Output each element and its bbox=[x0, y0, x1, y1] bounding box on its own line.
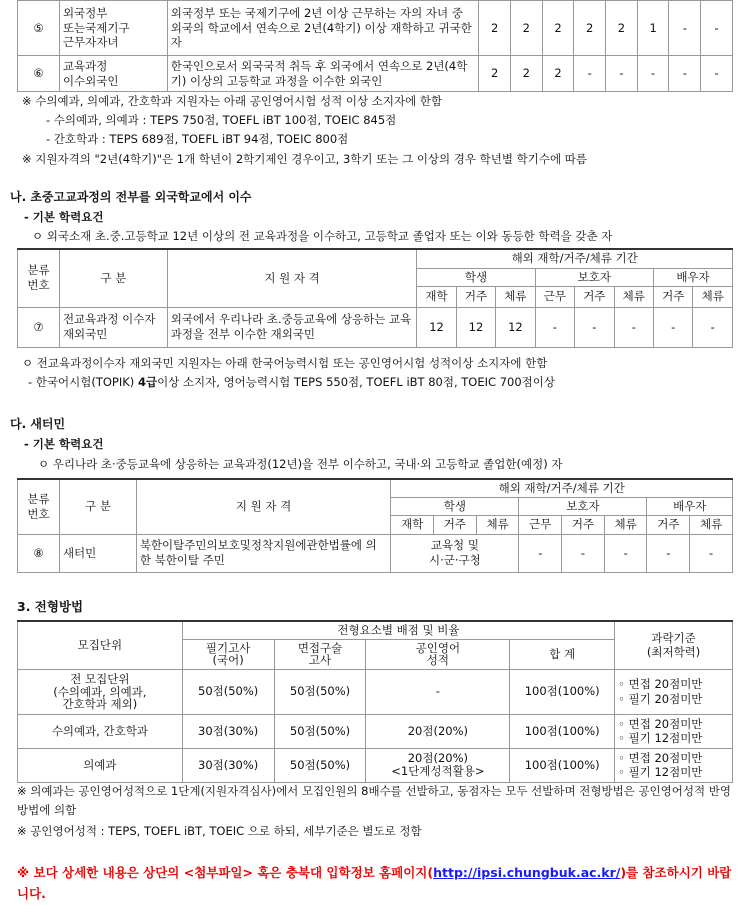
table-row bbox=[18, 714, 733, 748]
table-qualification-continued bbox=[17, 0, 733, 92]
category-cell: 새터민 bbox=[59, 534, 136, 572]
value-cell: - bbox=[519, 534, 562, 572]
section-subtitle-da: - 기본 학력요건 bbox=[24, 437, 104, 451]
qualification-cell: 외국에서 우리나라 초.중등교육에 상응하는 교육과정을 전부 이수한 재외국민 bbox=[167, 307, 417, 347]
value-cell: 2 bbox=[479, 56, 511, 92]
value-cell: - bbox=[575, 307, 614, 347]
header-cell: 거주 bbox=[647, 515, 690, 534]
value-cell: 2 bbox=[510, 1, 542, 56]
row-number: ⑧ bbox=[18, 534, 60, 572]
value-cell: - bbox=[574, 56, 606, 92]
header-cell: 체류 bbox=[496, 286, 535, 307]
unit-cell: 의예과 bbox=[18, 748, 183, 782]
note-english-tests: ※ 공인영어성적 : TEPS, TOEFL iBT, TOEIC 으로 하되, 세부기준은 별도로 정함 bbox=[17, 824, 422, 838]
qualification-cell: 한국인으로서 외국국적 취득 후 외국에서 연속으로 2년(4학기) 이상의 고등학교 과정을 이수한 외국인 bbox=[167, 56, 478, 92]
note-semester-rule: ※ 지원자격의 "2년(4학기)"은 1개 학년이 2학기제인 경우이고, 3학기 또는 그 이상의 경우 학년별 학기수에 따름 bbox=[22, 152, 587, 166]
period-cell: 교육청 및 시·군·구청 bbox=[391, 534, 519, 572]
value-cell: 2 bbox=[542, 56, 574, 92]
section-title-na: 나. 초중고교과정의 전부를 외국학교에서 이수 bbox=[10, 190, 252, 204]
header-cell: 거주 bbox=[575, 286, 614, 307]
header-ratio: 전형요소별 배점 및 비율 bbox=[182, 621, 614, 639]
value-cell: 20점(20%) bbox=[366, 714, 510, 748]
value-cell: - bbox=[614, 307, 653, 347]
value-cell: - bbox=[562, 534, 605, 572]
value-cell: - bbox=[693, 307, 733, 347]
category-cell: 전교육과정 이수자 재외국민 bbox=[59, 307, 167, 347]
homepage-link[interactable]: http://ipsi.chungbuk.ac.kr/ bbox=[433, 865, 621, 880]
value-cell: - bbox=[604, 534, 647, 572]
row-number: ⑦ bbox=[18, 307, 60, 347]
unit-cell: 전 모집단위 (수의예과, 의예과, 간호학과 제외) bbox=[18, 669, 183, 714]
header-no: 분류 번호 bbox=[18, 249, 60, 307]
table-row bbox=[18, 748, 733, 782]
value-cell: 50점(50%) bbox=[274, 714, 366, 748]
header-period: 해외 재학/거주/체류 기간 bbox=[391, 479, 733, 497]
header-cell: 면접구술 고사 bbox=[274, 639, 366, 669]
value-cell: 100점(100%) bbox=[510, 714, 615, 748]
header-guardian: 보호자 bbox=[535, 268, 653, 286]
header-qualification: 지 원 자 격 bbox=[136, 479, 391, 534]
header-student: 학생 bbox=[391, 497, 519, 515]
value-cell: 30점(30%) bbox=[182, 714, 274, 748]
header-cell: 거주 bbox=[654, 286, 693, 307]
value-cell: - bbox=[669, 56, 701, 92]
table-full-curriculum bbox=[17, 248, 733, 348]
header-student: 학생 bbox=[417, 268, 535, 286]
table-row bbox=[18, 307, 733, 347]
unit-cell: 수의예과, 간호학과 bbox=[18, 714, 183, 748]
header-cell: 근무 bbox=[535, 286, 574, 307]
header-guardian: 보호자 bbox=[519, 497, 647, 515]
header-cell: 체류 bbox=[614, 286, 653, 307]
value-cell: - bbox=[637, 56, 669, 92]
fail-cell: ◦ 면접 20점미만 ◦ 필기 12점미만 bbox=[615, 714, 733, 748]
category-cell: 외국정부 또는국제기구 근무자자녀 bbox=[59, 1, 167, 56]
header-cell: 체류 bbox=[604, 515, 647, 534]
value-cell: 50점(50%) bbox=[274, 669, 366, 714]
value-cell: 30점(30%) bbox=[182, 748, 274, 782]
table-row bbox=[18, 534, 733, 572]
value-cell: 100점(100%) bbox=[510, 748, 615, 782]
header-cell: 거주 bbox=[562, 515, 605, 534]
value-cell: - bbox=[690, 534, 733, 572]
value-cell: - bbox=[669, 1, 701, 56]
value-cell: 2 bbox=[606, 1, 638, 56]
section-title-3: 3. 전형방법 bbox=[17, 599, 84, 614]
note-topik-scores: - 한국어시험(TOPIK) 4급이상 소지자, 영어능력시험 TEPS 550점, TOEFL iBT 80점, TOEIC 700점이상 bbox=[28, 375, 555, 389]
header-cell: 근무 bbox=[519, 515, 562, 534]
value-cell: - bbox=[701, 56, 733, 92]
section-subtitle-na: - 기본 학력요건 bbox=[24, 210, 104, 224]
note-topik-requirement: ㅇ 전교육과정이수자 재외국민 지원자는 아래 한국어능력시험 또는 공인영어시험 성적이상 소지자에 한함 bbox=[22, 356, 548, 370]
section-title-da: 다. 새터민 bbox=[10, 417, 66, 431]
requirement-na: ㅇ 외국소재 초.중.고등학교 12년 이상의 전 교육과정을 이수하고, 고등학교 졸업자 또는 이와 동등한 학력을 갖춘 자 bbox=[32, 229, 613, 243]
fail-cell: ◦ 면접 20점미만 ◦ 필기 12점미만 bbox=[615, 748, 733, 782]
value-cell: 2 bbox=[542, 1, 574, 56]
table-selection-method bbox=[17, 620, 733, 783]
value-cell: 12 bbox=[417, 307, 456, 347]
value-cell: 2 bbox=[510, 56, 542, 92]
value-cell: 50점(50%) bbox=[274, 748, 366, 782]
note-english-requirement: ※ 수의예과, 의예과, 간호학과 지원자는 아래 공인영어시험 성적 이상 소지자에 한함 bbox=[22, 94, 443, 108]
value-cell: - bbox=[535, 307, 574, 347]
row-number: ⑤ bbox=[18, 1, 60, 56]
qualification-cell: 외국정부 또는 국제기구에 2년 이상 근무하는 자의 자녀 중 외국의 학교에서 연속으로 2년(4학기) 이상 재학하고 귀국한 자 bbox=[167, 1, 478, 56]
header-cell: 합 계 bbox=[510, 639, 615, 669]
header-category: 구 분 bbox=[59, 249, 167, 307]
header-spouse: 배우자 bbox=[654, 268, 733, 286]
table-row bbox=[18, 56, 733, 92]
value-cell: 1 bbox=[637, 1, 669, 56]
header-no: 분류 번호 bbox=[18, 479, 60, 534]
header-cell: 공인영어 성적 bbox=[366, 639, 510, 669]
value-cell: 12 bbox=[496, 307, 535, 347]
value-cell: - bbox=[647, 534, 690, 572]
header-period: 해외 재학/거주/체류 기간 bbox=[417, 249, 733, 268]
value-cell: 50점(50%) bbox=[182, 669, 274, 714]
value-cell: 2 bbox=[574, 1, 606, 56]
table-defector bbox=[17, 478, 733, 573]
footer-notice: ※ 보다 상세한 내용은 상단의 <첨부파일> 혹은 충북대 입학정보 홈페이지(http://ipsi.chungbuk.ac.kr/)를 참조하시기 바랍니다. bbox=[17, 865, 732, 901]
value-cell: - bbox=[366, 669, 510, 714]
header-spouse: 배우자 bbox=[647, 497, 733, 515]
header-cell: 체류 bbox=[476, 515, 519, 534]
header-fail: 과락기준 (최저학력) bbox=[615, 621, 733, 669]
fail-cell: ◦ 면접 20점미만 ◦ 필기 20점미만 bbox=[615, 669, 733, 714]
note-nursing-scores: - 간호학과 : TEPS 689점, TOEFL iBT 94점, TOEIC 800점 bbox=[46, 132, 349, 146]
header-cell: 재학 bbox=[417, 286, 456, 307]
header-unit: 모집단위 bbox=[18, 621, 183, 669]
value-cell: - bbox=[654, 307, 693, 347]
header-cell: 필기고사 (국어) bbox=[182, 639, 274, 669]
note-medical-stage1: ※ 의예과는 공인영어성적으로 1단계(지원자격심사)에서 모집인원의 8배수를 선발하고, 동점자는 모두 선발하며 전형방법은 공인영어성적 반영방법에 의함 bbox=[17, 784, 731, 817]
value-cell: 100점(100%) bbox=[510, 669, 615, 714]
header-cell: 거주 bbox=[456, 286, 495, 307]
value-cell: - bbox=[701, 1, 733, 56]
header-cell: 체류 bbox=[693, 286, 733, 307]
header-qualification: 지 원 자 격 bbox=[167, 249, 417, 307]
value-cell: - bbox=[606, 56, 638, 92]
table-row bbox=[18, 669, 733, 714]
qualification-cell: 북한이탈주민의보호및정착지원에관한법률에 의한 북한이탈 주민 bbox=[136, 534, 391, 572]
value-cell: 2 bbox=[479, 1, 511, 56]
note-vet-med-scores: - 수의예과, 의예과 : TEPS 750점, TOEFL iBT 100점, TOEIC 845점 bbox=[46, 113, 397, 127]
header-cell: 거주 bbox=[434, 515, 477, 534]
requirement-da: ㅇ 우리나라 초·중등교육에 상응하는 교육과정(12년)을 전부 이수하고, 국내·외 고등학교 졸업한(예정) 자 bbox=[38, 457, 563, 471]
header-category: 구 분 bbox=[59, 479, 136, 534]
value-cell: 12 bbox=[456, 307, 495, 347]
value-cell: 20점(20%) <1단계성적활용> bbox=[366, 748, 510, 782]
category-cell: 교육과정 이수외국인 bbox=[59, 56, 167, 92]
header-cell: 체류 bbox=[690, 515, 733, 534]
table-row bbox=[18, 1, 733, 56]
row-number: ⑥ bbox=[18, 56, 60, 92]
header-cell: 재학 bbox=[391, 515, 434, 534]
